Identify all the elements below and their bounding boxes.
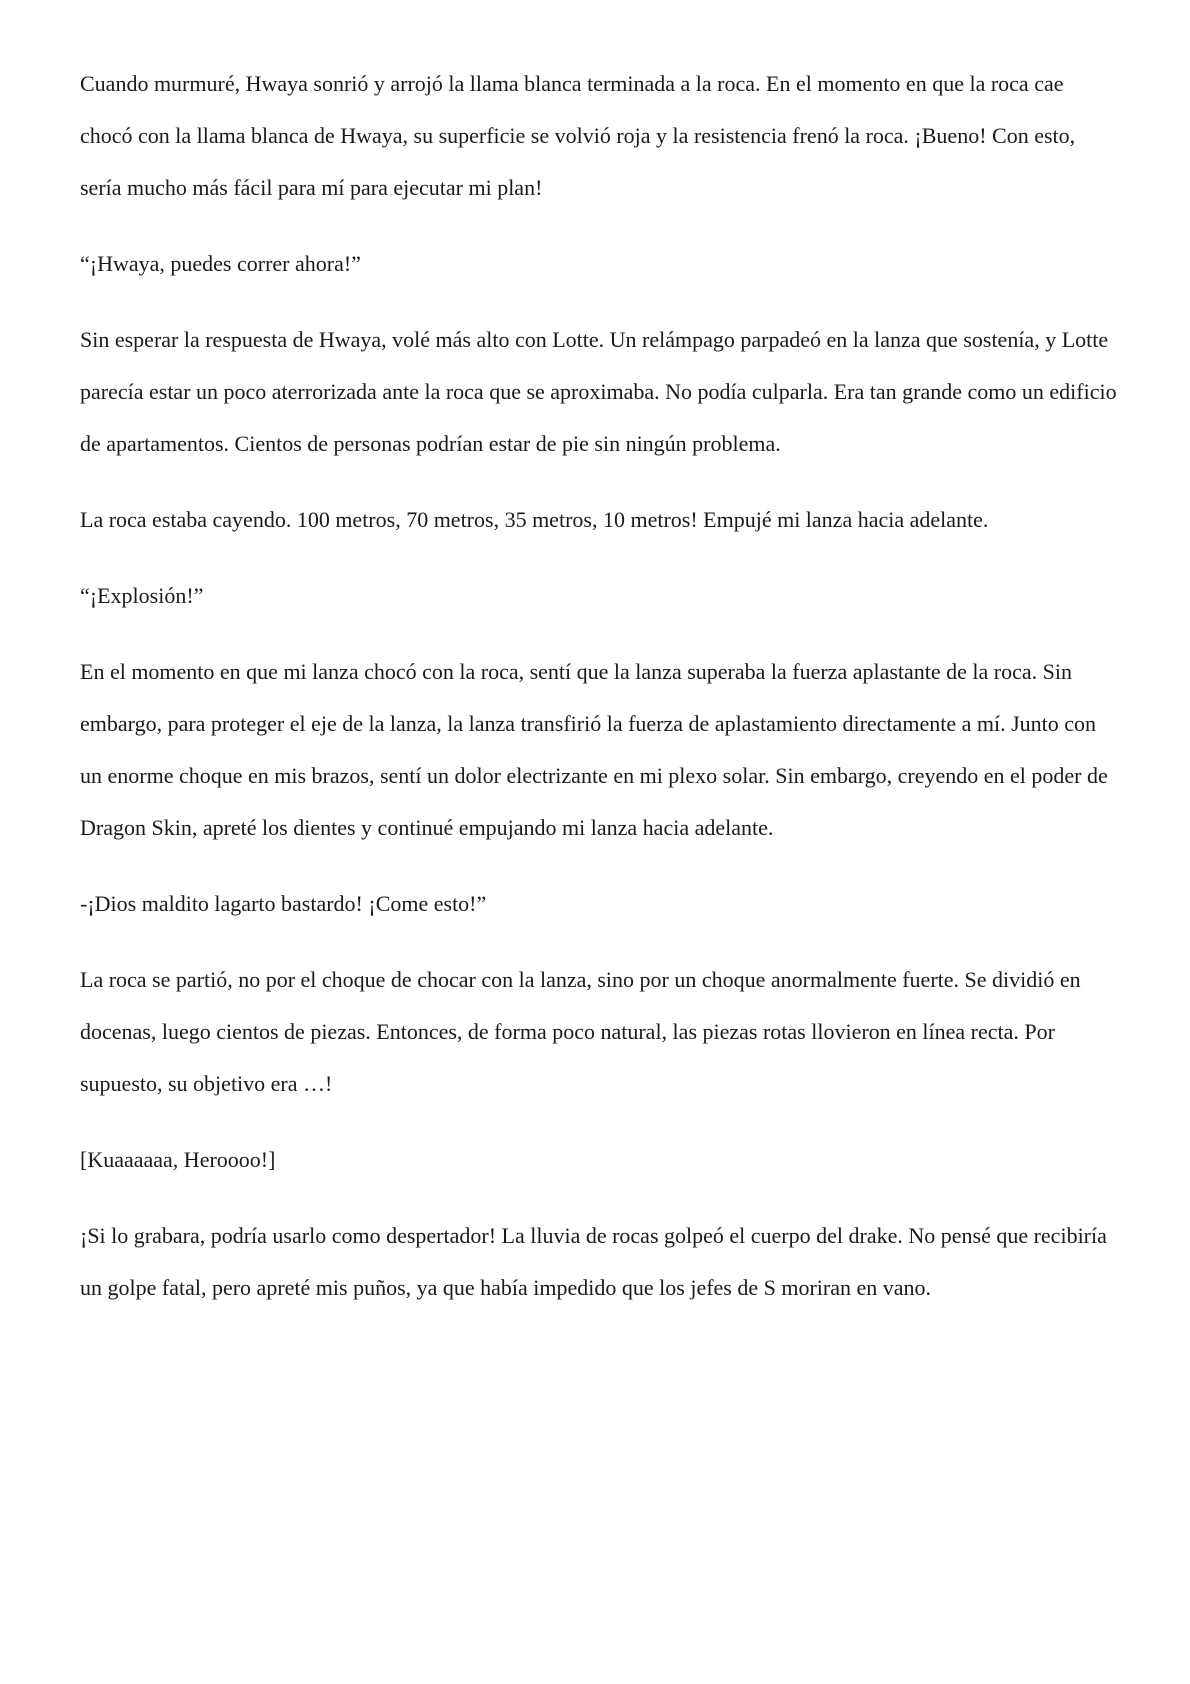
paragraph-7: -¡Dios maldito lagarto bastardo! ¡Come esto!”: [80, 891, 487, 916]
paragraph-6: En el momento en que mi lanza chocó con la roca, sentí que la lanza superaba la fuerza aplastante de la roca. Sin embargo, para proteger el eje de la lanza, la lanza transfirió la fuerza de aplastamiento directamente a mí. Junto con un enorme choque en mis brazos, sentí un dolor electrizante en mi plexo solar. Sin embargo, creyendo en el poder de Dragon Skin, apreté los dientes y continué empujando mi lanza hacia adelante.: [80, 659, 1108, 840]
paragraph-1: Cuando murmuré, Hwaya sonrió y arrojó la llama blanca terminada a la roca. En el momento en que la roca cae chocó con la llama blanca de Hwaya, su superficie se volvió roja y la resistencia frenó la roca. ¡Bueno! Con esto, sería mucho más fácil para mí para ejecutar mi plan!: [80, 71, 1076, 200]
document-body: [80, 58, 1120, 1338]
paragraph-5: “¡Explosión!”: [80, 583, 204, 608]
paragraph-2: “¡Hwaya, puedes correr ahora!”: [80, 251, 361, 276]
paragraph-8: La roca se partió, no por el choque de chocar con la lanza, sino por un choque anormalmente fuerte. Se dividió en docenas, luego cientos de piezas. Entonces, de forma poco natural, las piezas rotas llovieron en línea recta. Por supuesto, su objetivo era …!: [80, 967, 1081, 1096]
paragraph-9: [Kuaaaaaa, Heroooo!]: [80, 1147, 276, 1172]
paragraph-3: Sin esperar la respuesta de Hwaya, volé más alto con Lotte. Un relámpago parpadeó en la lanza que sostenía, y Lotte parecía estar un poco aterrorizada ante la roca que se aproximaba. No podía culparla. Era tan grande como un edificio de apartamentos. Cientos de personas podrían estar de pie sin ningún problema.: [80, 327, 1117, 456]
paragraph-4: La roca estaba cayendo. 100 metros, 70 metros, 35 metros, 10 metros! Empujé mi lanza hacia adelante.: [80, 507, 989, 532]
paragraph-10: ¡Si lo grabara, podría usarlo como despertador! La lluvia de rocas golpeó el cuerpo del drake. No pensé que recibiría un golpe fatal, pero apreté mis puños, ya que había impedido que los jefes de S moriran en vano.: [80, 1223, 1107, 1300]
